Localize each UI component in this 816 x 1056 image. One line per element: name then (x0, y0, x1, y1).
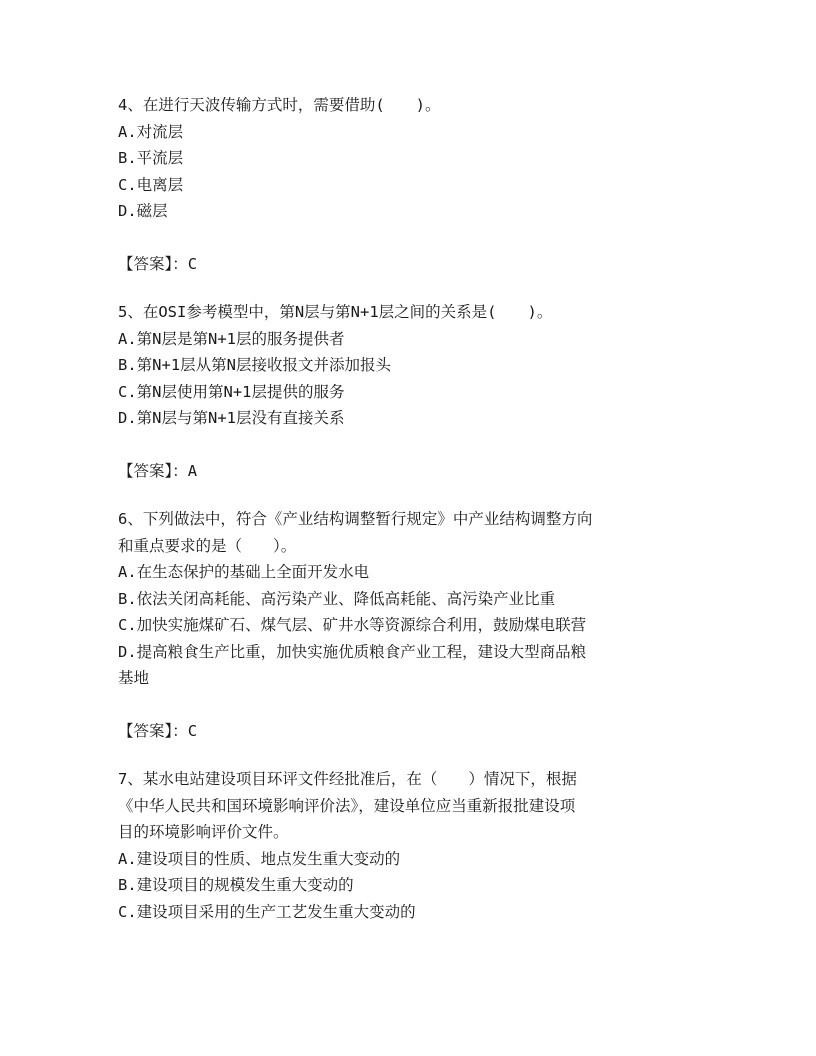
option-c: C.第N层使用第N+1层提供的服务 (118, 382, 345, 401)
option-d: D.第N层与第N+1层没有直接关系 (118, 409, 345, 427)
question-6 (118, 506, 708, 766)
option-d-continued: 基地 (118, 669, 150, 687)
option-d: D.磁层 (118, 202, 168, 220)
answer-label: 【答案】：C (118, 721, 198, 740)
option-a: A.对流层 (118, 122, 184, 141)
question-stem (118, 766, 708, 846)
option-c: C.建设项目采用的生产工艺发生重大变动的 (118, 902, 416, 921)
question-7 (118, 766, 708, 925)
stem-line: 6、下列做法中，符合《产业结构调整暂行规定》中产业结构调整方向 (118, 510, 593, 528)
option-a: A.建设项目的性质、地点发生重大变动的 (118, 849, 401, 868)
question-4 (118, 92, 708, 299)
option-b: B.第N+1层从第N层接收报文并添加报头 (118, 356, 391, 374)
option-b: B.建设项目的规模发生重大变动的 (118, 876, 354, 894)
question-stem (118, 506, 708, 559)
option-d: D.提高粮食生产比重，加快实施优质粮食产业工程，建设大型商品粮 (118, 642, 587, 661)
stem-line: 目的环境影响评价文件。 (118, 823, 289, 841)
answer-label: 【答案】：A (118, 461, 198, 480)
stem-line: 《中华人民共和国环境影响评价法》，建设单位应当重新报批建设项 (118, 796, 576, 815)
option-c: C.加快实施煤矿石、煤气层、矿井水等资源综合利用，鼓励煤电联营 (118, 616, 587, 634)
question-stem (118, 92, 708, 119)
stem-line: 4、在进行天波传输方式时，需要借助( )。 (118, 96, 441, 114)
option-b: B.依法关闭高耗能、高污染产业、降低高耗能、高污染产业比重 (118, 589, 556, 608)
stem-line: 7、某水电站建设项目环评文件经批准后，在（ ）情况下，根据 (118, 770, 577, 788)
option-a: A.在生态保护的基础上全面开发水电 (118, 563, 370, 581)
stem-line: 5、在OSI参考模型中，第N层与第N+1层之间的关系是( )。 (118, 303, 553, 321)
option-b: B.平流层 (118, 149, 184, 167)
question-stem (118, 299, 708, 326)
answer-label: 【答案】：C (118, 254, 198, 273)
option-a: A.第N层是第N+1层的服务提供者 (118, 329, 345, 348)
option-c: C.电离层 (118, 175, 184, 194)
stem-line: 和重点要求的是（ ）。 (118, 536, 297, 555)
exam-page (118, 92, 708, 925)
question-5 (118, 299, 708, 506)
